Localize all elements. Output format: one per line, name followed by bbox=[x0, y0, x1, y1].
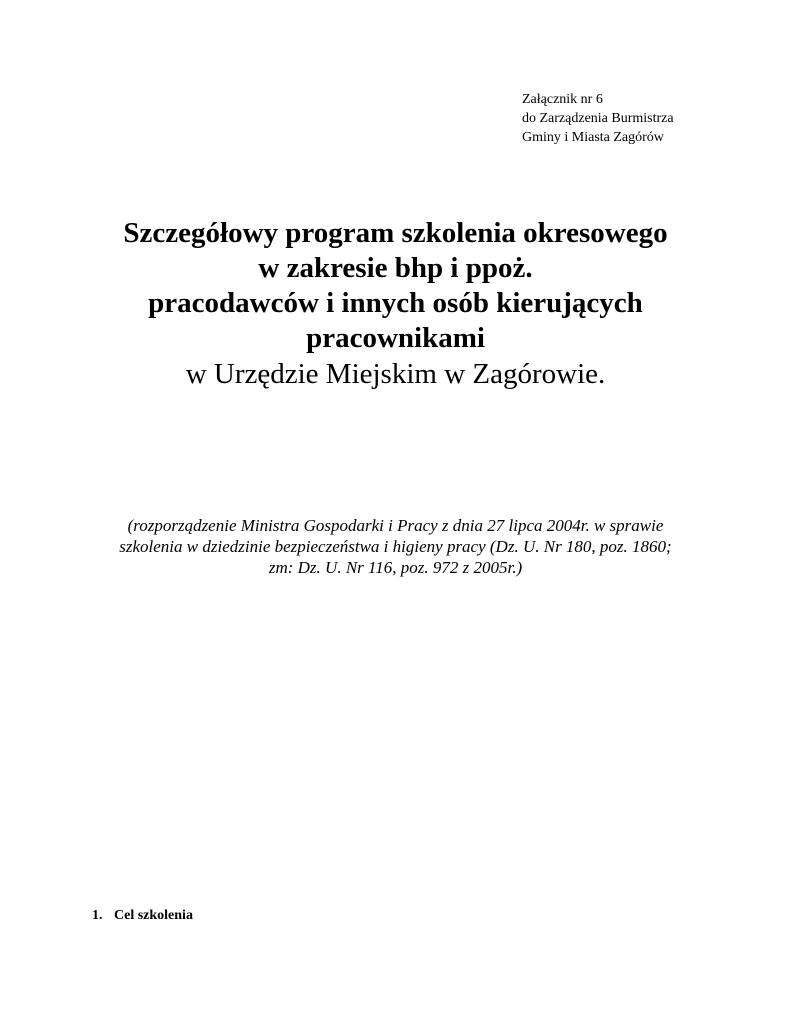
section-title: Cel szkolenia bbox=[114, 908, 193, 923]
title-subtitle: w Urzędzie Miejskim w Zagórowie. bbox=[185, 358, 606, 390]
legal-basis-line-3: zm: Dz. U. Nr 116, poz. 972 z 2005r.) bbox=[268, 558, 523, 577]
document-title bbox=[0, 216, 791, 392]
attachment-note bbox=[522, 90, 674, 147]
title-line-1: Szczegółowy program szkolenia okresowego bbox=[123, 217, 668, 249]
legal-basis bbox=[0, 515, 791, 578]
attachment-line-order: do Zarządzenia Burmistrza bbox=[522, 111, 674, 126]
attachment-line-municipality: Gminy i Miasta Zagórów bbox=[522, 130, 664, 145]
title-line-2: w zakresie bhp i ppoż. bbox=[258, 252, 533, 284]
title-line-3: pracodawców i innych osób kierujących bbox=[148, 287, 643, 319]
attachment-line-number: Załącznik nr 6 bbox=[522, 92, 603, 107]
section-heading bbox=[92, 907, 193, 925]
section-number: 1. bbox=[92, 908, 103, 923]
legal-basis-line-1: (rozporządzenie Ministra Gospodarki i Pracy z dnia 27 lipca 2004r. w sprawie bbox=[127, 516, 664, 535]
title-line-4: pracownikami bbox=[306, 322, 485, 354]
legal-basis-line-2: szkolenia w dziedzinie bezpieczeństwa i higieny pracy (Dz. U. Nr 180, poz. 1860; bbox=[119, 537, 672, 556]
